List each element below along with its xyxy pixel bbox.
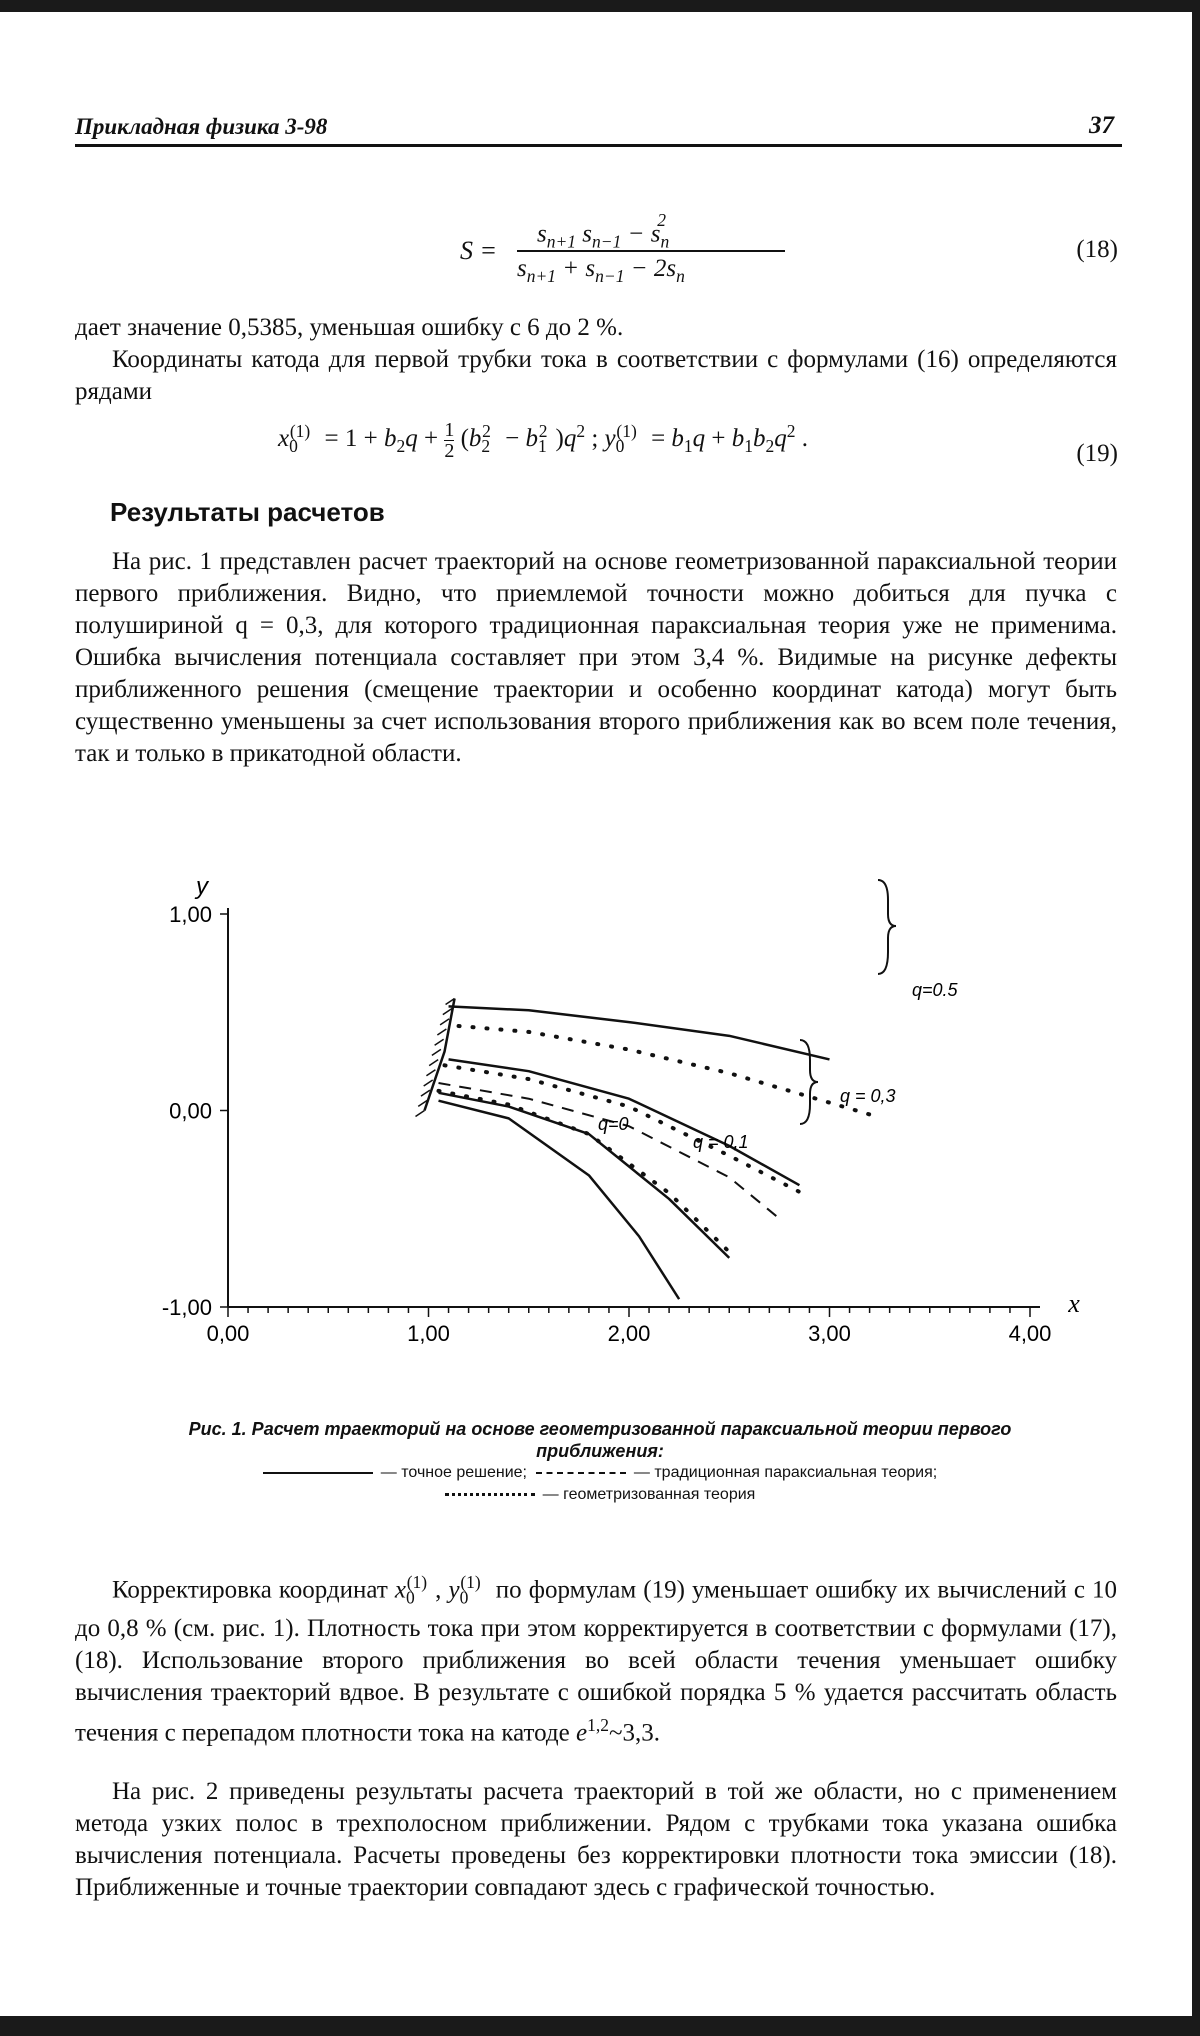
x-tick-label: 2,00 [607, 1321, 651, 1346]
paragraph-fig2: На рис. 2 приведены результаты расчета траекторий в той же области, но с применением метода узких полос в трехполосном приближении. Рядом с трубками тока указана ошибка вычисления потенциала. Расчеты проведены без корректировки плотности тока эмиссии (18). Приближенные и точные траектории совпадают здесь с графической точностью. [75, 1778, 1117, 1901]
legend-dot-sample [445, 1493, 535, 1496]
cathode-hatch [424, 1080, 433, 1086]
cathode-hatch [435, 1039, 444, 1045]
paragraph-correction: Корректировка координат $x_0^{(1)}$ , $y_0^{(1)}$ по формулам (19) уменьшает ошибку их вычислений с 10 до 0,8 % (см. рис. 1). Плотность тока при этом корректируется в соответствии с формулами (17), (18). Использование второго приближения во всей области течения уменьшает ошибку вычисления траекторий вдвое. В результате с ошибкой порядка 5 % удается рассчитать область течения с перепадом плотности тока на катоде $e^{1,2}\sim 3,3$. [75, 1572, 1118, 1747]
x-tick-label: 1,00 [407, 1321, 450, 1346]
legend-dash-sample [536, 1472, 626, 1474]
series-exact-q-0 [439, 1101, 680, 1299]
cathode-hatch [440, 1019, 449, 1025]
scan-border-bottom [0, 2016, 1200, 2036]
cathode-hatch [415, 1111, 424, 1117]
y-axis-label: y [196, 873, 208, 900]
equation-18: S = $s_{n+1}$ $s_{n-1} - s_n^2$ $s_{n+1} + s_{n-1} - 2s_n$ [455, 208, 785, 288]
series-annotation: q=0 [598, 1114, 629, 1134]
equation-18-number: (18) [1076, 236, 1118, 263]
cathode-hatch [432, 1049, 441, 1055]
legend-geometrized: — геометризованная теория [542, 1486, 756, 1503]
figure-caption [150, 1418, 1050, 1506]
equation-19: $x_0^{(1)} = 1 + b_2q + 1$ 2 ($b_2^2 - b_1^2$ )$q^2$ ; $y_0^{(1)} = b_1q + b_1b_2q^2$ . [278, 419, 809, 462]
scan-border-top [0, 0, 1200, 12]
paragraph-results: На рис. 1 представлен расчет траекторий на основе геометризованной параксиальной теории первого приближения. Видно, что приемлемой точности можно добиться для пучка с полушириной q = 0,3, для которого традиционная параксиальная теория уже не применима. Ошибка вычисления потенциала составляет при этом 3,4 %. Видимые на рисунке дефекты приближенного решения (смещение траектории и особенно координат катода) могут быть существенно уменьшены за счет использования второго приближения как во всем поле течения, так и только в прикатодной области. [75, 548, 1117, 767]
legend-line-1 [150, 1462, 1050, 1484]
series-annotation: q = 0,3 [840, 1086, 896, 1106]
cathode-hatch [426, 1070, 435, 1076]
section-heading: Результаты расчетов [110, 497, 385, 527]
legend-solid-sample [263, 1472, 373, 1474]
y-tick-label: 0,00 [169, 1098, 212, 1124]
caption-title: Рис. 1. Расчет траекторий на основе геометризованной параксиальной теории первого приближения: [188, 1419, 1012, 1461]
running-header [75, 110, 1122, 147]
y-tick-label: 1,00 [169, 902, 212, 927]
x-tick-label: 0,00 [206, 1321, 250, 1346]
page-number: 37 [1089, 112, 1114, 139]
trajectory-chart [0, 860, 1200, 1400]
paragraph-continuation: дает значение 0,5385, уменьшая ошибку с 6 до 2 %. [75, 314, 624, 341]
legend-exact: — точное решение; [380, 1464, 527, 1481]
x-tick-label: 4,00 [1008, 1321, 1052, 1346]
cathode-hatch [437, 1029, 446, 1035]
cathode-hatch [429, 1060, 438, 1066]
brace-q05 [878, 880, 896, 974]
series-annotation: q = 0,1 [693, 1132, 749, 1152]
x-tick-label: 3,00 [808, 1321, 851, 1346]
legend-line-2 [150, 1484, 1050, 1506]
journal-title: Прикладная физика 3-98 [75, 114, 328, 139]
series-exact-q-0-1 [439, 1093, 730, 1258]
series-annotation: q=0.5 [912, 980, 958, 1000]
y-tick-label: -1,00 [161, 1295, 212, 1320]
paragraph-cathode-coordinates: Координаты катода для первой трубки тока в соответствии с формулами (16) определяются рядами [75, 346, 1117, 405]
legend-traditional: — традиционная параксиальная теория; [633, 1464, 938, 1481]
equation-19-number: (19) [1076, 440, 1118, 467]
x-axis-label: x [1068, 1289, 1080, 1318]
